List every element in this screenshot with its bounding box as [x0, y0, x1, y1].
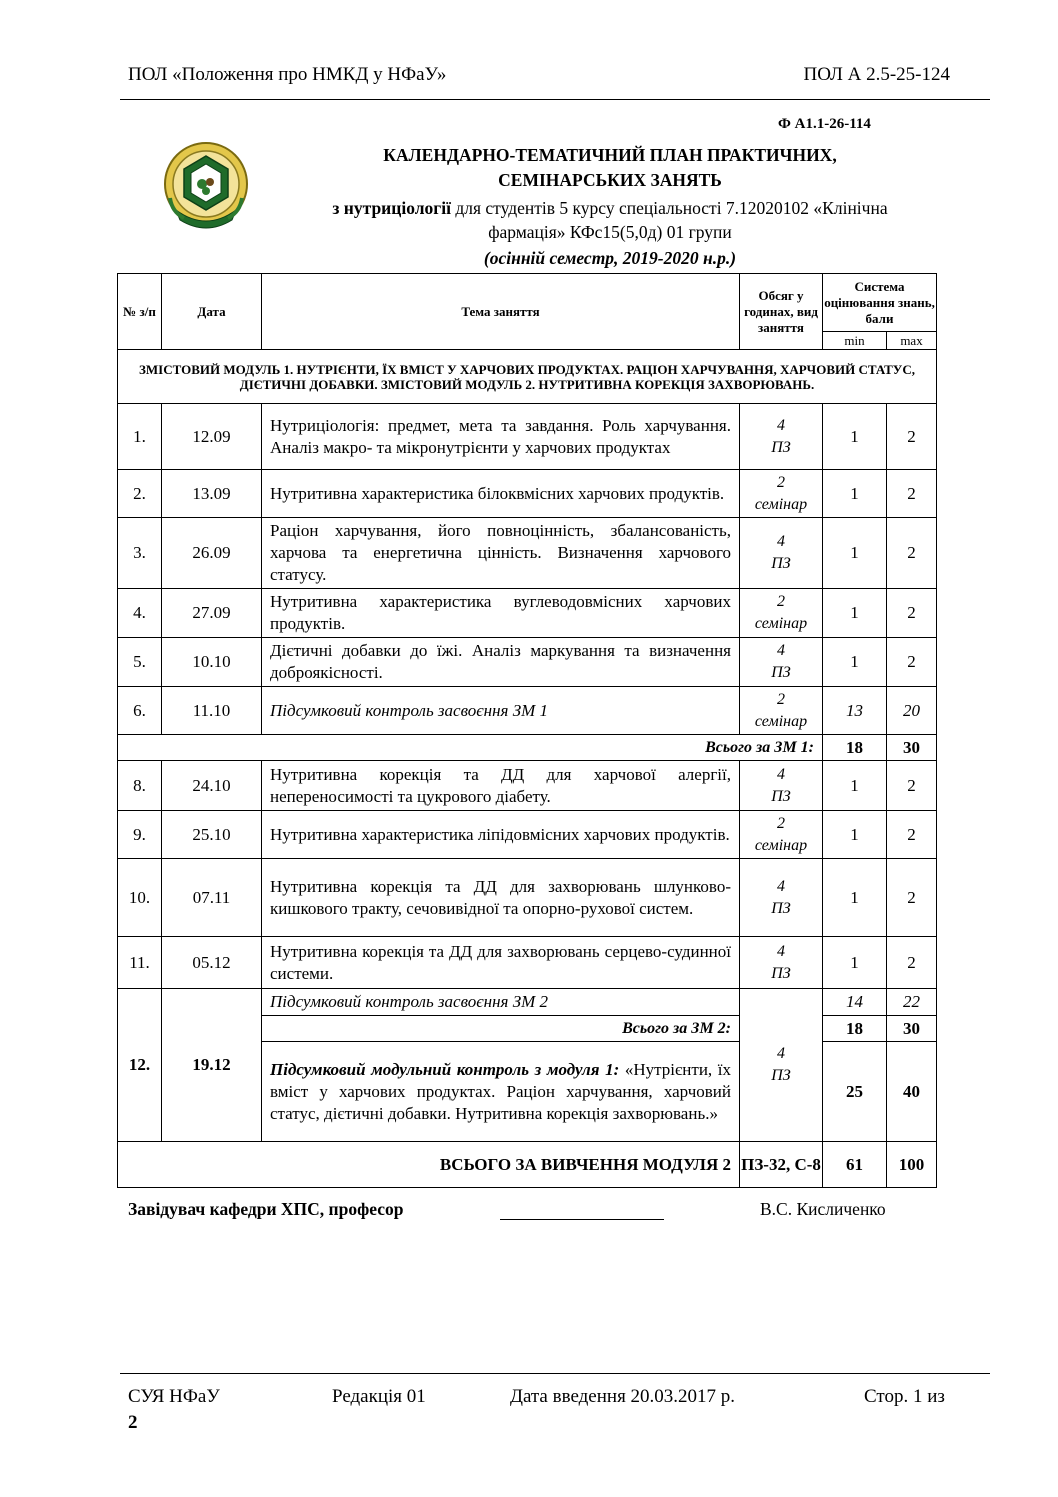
row-type: семінар — [754, 712, 808, 730]
table-row — [118, 687, 937, 735]
row-topic: Нутритивна корекція та ДД для захворювань серцево-судинної системи. — [262, 937, 740, 989]
row-number: 11. — [118, 937, 162, 989]
row-volume — [740, 811, 823, 859]
final-control-min: 25 — [823, 1042, 887, 1142]
col-header-max: max — [887, 332, 937, 350]
row-type: семінар — [754, 836, 808, 854]
row-number: 3. — [118, 518, 162, 589]
module-2-total-min: 18 — [823, 1016, 887, 1042]
row-date: 13.09 — [162, 470, 262, 518]
table-row — [118, 937, 937, 989]
subtitle-text: для студентів 5 курсу спеціальності 7.12020102 «Клінічна — [450, 198, 888, 218]
row-type: ПЗ — [771, 787, 791, 805]
final-control-text: «Нутрієнти, їх вміст у харчових продуктах. Раціон харчування, харчовий статус, дієтичні добавки. Нутритивна корекція захворювань.» — [270, 1059, 731, 1123]
row-min: 13 — [823, 687, 887, 735]
row-volume — [740, 404, 823, 470]
module-2-control-max: 22 — [887, 989, 937, 1016]
col-header-date: Дата — [162, 274, 262, 350]
grand-total-max: 100 — [887, 1142, 937, 1188]
grand-total-row — [118, 1142, 937, 1188]
row-min: 1 — [823, 761, 887, 811]
table-row — [118, 589, 937, 638]
row-type: ПЗ — [771, 964, 791, 982]
final-control-topic — [262, 1042, 740, 1142]
header-document-name: ПОЛ «Положення про НМКД у НФаУ» — [128, 64, 447, 85]
module-2-control-min: 14 — [823, 989, 887, 1016]
row-min: 1 — [823, 638, 887, 687]
table-row — [118, 811, 937, 859]
row-date: 24.10 — [162, 761, 262, 811]
row-min: 1 — [823, 470, 887, 518]
row-max: 2 — [887, 589, 937, 638]
row-max: 2 — [887, 638, 937, 687]
footer-org: СУЯ НФаУ — [128, 1386, 220, 1407]
plan-title-line-1: КАЛЕНДАРНО-ТЕМАТИЧНИЙ ПЛАН ПРАКТИЧНИХ, — [383, 145, 837, 165]
col-header-number: № з/п — [118, 274, 162, 350]
row-topic: Нутритивна корекція та ДД для харчової алергії, непереносимості та цукрового діабету. — [262, 761, 740, 811]
module-1-total-label: Всього за ЗМ 1: — [118, 735, 823, 761]
row-date: 05.12 — [162, 937, 262, 989]
row-min: 1 — [823, 518, 887, 589]
row-min: 1 — [823, 859, 887, 937]
row-topic: Дієтичні добавки до їжі. Аналіз маркування та визначення доброякісності. — [262, 638, 740, 687]
row-hours: 4 — [777, 877, 785, 895]
module-2-total-label: Всього за ЗМ 2: — [262, 1016, 740, 1042]
row-hours: 4 — [777, 416, 785, 434]
row-max: 2 — [887, 470, 937, 518]
row-number: 6. — [118, 687, 162, 735]
row-number: 8. — [118, 761, 162, 811]
row-type: ПЗ — [771, 1067, 791, 1084]
row-number: 5. — [118, 638, 162, 687]
signature-position: Завідувач кафедри ХПС, професор — [128, 1199, 404, 1219]
signature-line — [500, 1219, 664, 1220]
row-hours: 2 — [777, 593, 785, 610]
module-1-total-row — [118, 735, 937, 761]
row-volume — [740, 989, 823, 1142]
row-type: семінар — [754, 615, 808, 632]
table-row — [118, 761, 937, 811]
row-volume — [740, 638, 823, 687]
row-max: 2 — [887, 811, 937, 859]
table-row — [118, 638, 937, 687]
form-code: Ф А1.1-26-114 — [778, 116, 871, 132]
row-volume — [740, 937, 823, 989]
row-min: 1 — [823, 811, 887, 859]
row-hours: 2 — [777, 690, 785, 708]
signature-name: В.С. Кисличенко — [760, 1199, 886, 1219]
final-control-title: Підсумковий модульний контроль з модуля 1: — [270, 1059, 620, 1079]
schedule-table — [117, 273, 937, 1188]
row-max: 2 — [887, 761, 937, 811]
plan-subtitle-line-2: фармація» КФс15(5,0д) 01 групи — [488, 222, 732, 242]
row-date: 12.09 — [162, 404, 262, 470]
row-min: 1 — [823, 937, 887, 989]
footer-date: Дата введення 20.03.2017 р. — [510, 1386, 736, 1407]
col-header-min: min — [823, 332, 887, 350]
row-volume — [740, 687, 823, 735]
grand-total-min: 61 — [823, 1142, 887, 1188]
module-1-total-max: 30 — [887, 735, 937, 761]
university-logo-icon — [162, 140, 250, 232]
row-min: 1 — [823, 404, 887, 470]
col-header-volume: Обсяг у годинах, вид заняття — [740, 274, 823, 350]
row-max: 2 — [887, 937, 937, 989]
row-number: 2. — [118, 470, 162, 518]
row-number: 9. — [118, 811, 162, 859]
row-type: ПЗ — [771, 555, 791, 572]
table-row — [118, 470, 937, 518]
module-header: ЗМІСТОВИЙ МОДУЛЬ 1. НУТРІЄНТИ, ЇХ ВМІСТ У ХАРЧОВИХ ПРОДУКТАХ. РАЦІОН ХАРЧУВАННЯ, ХАРЧОВИЙ СТАТУС, ДІЄТИЧНІ ДОБАВКИ. ЗМІСТОВИЙ МОДУЛЬ 2. НУТРИТИВНА КОРЕКЦІЯ ЗАХВОРЮВАНЬ. — [118, 350, 937, 404]
semester-label: (осінній семестр, 2019-2020 н.р.) — [483, 248, 737, 268]
col-header-grading: Система оцінювання знань, бали — [823, 274, 937, 332]
row-number: 1. — [118, 404, 162, 470]
row-hours: 4 — [777, 765, 785, 783]
row-date: 27.09 — [162, 589, 262, 638]
footer-divider — [120, 1373, 990, 1374]
row-volume — [740, 589, 823, 638]
row-min: 1 — [823, 589, 887, 638]
row-hours: 4 — [777, 533, 785, 550]
row-number: 12. — [118, 989, 162, 1142]
row-topic: Підсумковий контроль засвоєння ЗМ 1 — [262, 687, 740, 735]
row-type: ПЗ — [771, 664, 791, 681]
table-row — [118, 859, 937, 937]
footer-page: Стор. 1 из — [864, 1386, 945, 1407]
row-type: ПЗ — [771, 899, 791, 917]
module-2-control-topic: Підсумковий контроль засвоєння ЗМ 2 — [262, 989, 740, 1016]
row-max: 2 — [887, 859, 937, 937]
row-number: 4. — [118, 589, 162, 638]
row-topic: Нутриціологія: предмет, мета та завдання. Роль харчування. Аналіз макро- та мікронутрієнти у харчових продуктах — [262, 404, 740, 470]
row-topic: Нутритивна характеристика ліпідовмісних харчових продуктів. — [262, 811, 740, 859]
row-hours: 4 — [777, 642, 785, 659]
plan-subtitle-line-1 — [250, 196, 970, 221]
row-volume — [740, 859, 823, 937]
plan-title-line-2: СЕМІНАРСЬКИХ ЗАНЯТЬ — [498, 170, 722, 190]
row-date: 07.11 — [162, 859, 262, 937]
footer-page-total: 2 — [128, 1412, 138, 1433]
footer-edition: Редакція 01 — [332, 1386, 426, 1407]
row-max: 2 — [887, 518, 937, 589]
subject-name: з нутриціології — [332, 198, 451, 218]
row-date: 25.10 — [162, 811, 262, 859]
row-max: 2 — [887, 404, 937, 470]
row-volume — [740, 518, 823, 589]
row-type: семінар — [754, 495, 808, 513]
row-volume — [740, 761, 823, 811]
row-date: 11.10 — [162, 687, 262, 735]
row-date: 10.10 — [162, 638, 262, 687]
col-header-topic: Тема заняття — [262, 274, 740, 350]
row-hours: 2 — [777, 814, 785, 832]
row-topic: Нутритивна характеристика білоквмісних харчових продуктів. — [262, 470, 740, 518]
row-date: 19.12 — [162, 989, 262, 1142]
table-row-final — [118, 989, 937, 1016]
header-document-code: ПОЛ А 2.5-25-124 — [803, 64, 950, 85]
row-max: 20 — [887, 687, 937, 735]
row-topic: Нутритивна корекція та ДД для захворювань шлунково-кишкового тракту, сечовивідної та опорно-рухової систем. — [262, 859, 740, 937]
row-hours: 4 — [777, 942, 785, 960]
module-1-total-min: 18 — [823, 735, 887, 761]
row-number: 10. — [118, 859, 162, 937]
row-topic: Раціон харчування, його повноцінність, збалансованість, харчова та енергетична цінність. Визначення харчового статусу. — [262, 518, 740, 589]
row-type: ПЗ — [771, 438, 791, 456]
row-hours: 4 — [777, 1045, 785, 1062]
row-topic: Нутритивна характеристика вуглеводовмісних харчових продуктів. — [262, 589, 740, 638]
grand-total-label: ВСЬОГО ЗА ВИВЧЕННЯ МОДУЛЯ 2 — [118, 1142, 740, 1188]
row-hours: 2 — [777, 473, 785, 491]
row-volume — [740, 470, 823, 518]
row-date: 26.09 — [162, 518, 262, 589]
grand-total-volume: ПЗ-32, С-8 — [740, 1142, 823, 1188]
table-row — [118, 518, 937, 589]
table-row — [118, 404, 937, 470]
final-control-max: 40 — [887, 1042, 937, 1142]
module-2-total-max: 30 — [887, 1016, 937, 1042]
header-divider — [120, 99, 990, 100]
